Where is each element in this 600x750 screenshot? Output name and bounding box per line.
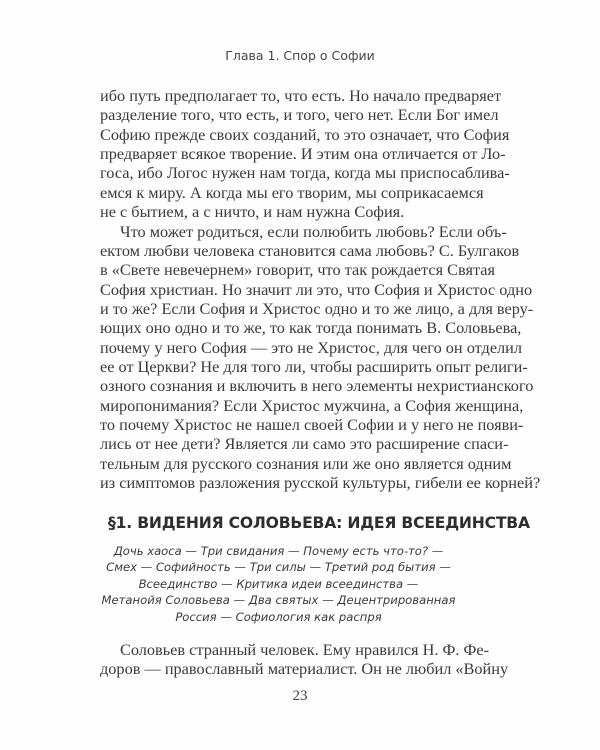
subtitle-line: Дочь хаоса — Три свидания — Почему есть что-то? —	[113, 544, 444, 558]
text-line: не с бытием, а с ничто, и нам нужна София.	[100, 202, 405, 222]
section-paragraph	[100, 640, 509, 679]
section-subtitle	[100, 543, 457, 625]
text-line: доров — православный материалист. Он не любил «Войну	[100, 659, 509, 679]
text-line: и то же? Если София и Христос одно и то же лицо, а для веру-	[100, 298, 534, 318]
text-line: Соловьев странный человек. Ему нравился Н. Ф. Фе-	[120, 640, 490, 659]
text-line: то почему Христос не нашел своей Софии и у него не появи-	[100, 414, 524, 434]
running-header: Глава 1. Спор о Софии	[225, 48, 375, 63]
text-line: ибо путь предполагает то, что есть. Но начало предваряет	[100, 86, 502, 105]
text-line: госа, ибо Логос нужен нам тогда, когда мы приспосаблива-	[100, 163, 510, 183]
text-line: из симптомов разложения русской культуры, гибели ее корней?	[100, 472, 541, 492]
text-line: тельным для русского сознания или же оно является одним	[100, 453, 512, 473]
text-line: Что может родиться, если полюбить любовь? Если объ-	[120, 221, 507, 241]
section-heading: §1. ВИДЕНИЯ СОЛОВЬЕВА: ИДЕЯ ВСЕЕДИНСТВА	[108, 514, 530, 532]
subtitle-line: Всеединство — Критика идеи всеединства —	[138, 576, 419, 591]
text-line: емся к миру. А когда мы его творим, мы соприкасаемся	[100, 182, 484, 202]
text-line: почему у него София — это не Христос, для чего он отделил	[100, 337, 523, 357]
subtitle-line: Смех — Софийность — Три силы — Третий род бытия —	[106, 560, 451, 575]
paragraph-1	[100, 86, 510, 222]
text-line: озного сознания и включить в него элементы нехристианского	[100, 376, 534, 396]
subtitle-line: Россия — Софиология как распря	[175, 609, 382, 624]
text-line: ее от Церкви? Не для того ли, чтобы расширить опыт религи-	[100, 356, 528, 376]
text-line: лись от нее дети? Является ли само это расширение спаси-	[100, 434, 509, 454]
text-line: миропонимания? Если Христос мужчина, а София женщина,	[100, 395, 524, 415]
paragraph-2	[100, 221, 541, 493]
text-line: ектом любви человека становится сама любовь? С. Булгаков	[100, 240, 520, 260]
text-line: в «Свете невечернем» говорит, что так рождается Святая	[100, 260, 495, 280]
text-line: ющих оно одно и то же, то как тогда понимать В. Соловьева,	[100, 318, 522, 338]
text-line: предваряет всякое творение. И этим она отличается от Ло-	[100, 144, 506, 164]
text-line: разделение того, что есть, и того, чего нет. Если Бог имел	[100, 105, 499, 125]
page-number: 23	[292, 688, 308, 704]
text-line: София христиан. Но значит ли это, что София и Христос одно	[100, 279, 533, 299]
text-line: Софию прежде своих созданий, то это означает, что София	[100, 124, 510, 144]
subtitle-line: Метанойя Соловьева — Два святых — Децентрированная	[101, 593, 456, 608]
